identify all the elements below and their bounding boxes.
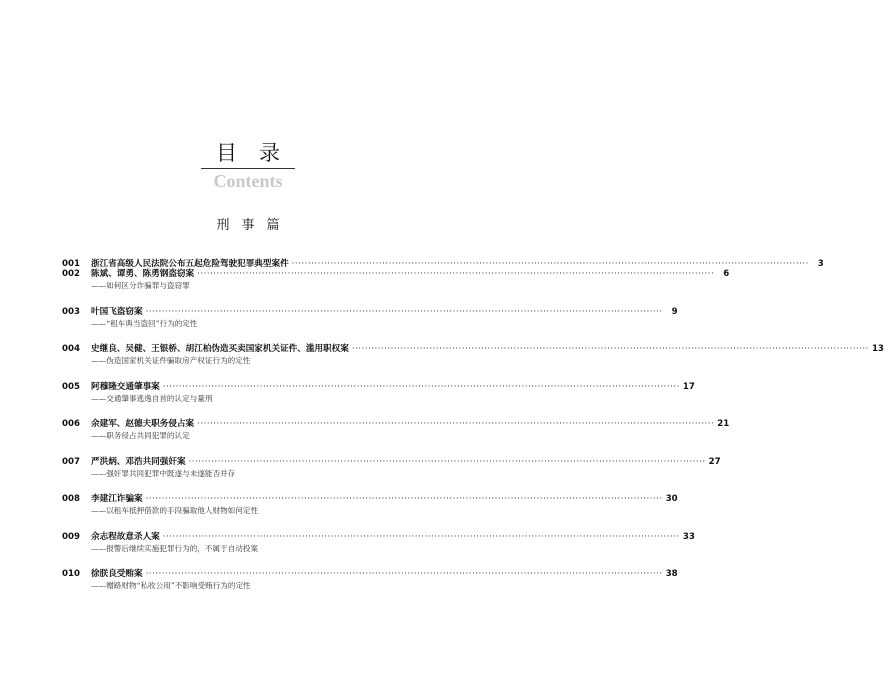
title-divider bbox=[201, 168, 295, 169]
page-subtitle: Contents bbox=[213, 171, 283, 191]
page-title: 目录 bbox=[216, 141, 302, 165]
dot-leader: ································································································································································ bbox=[145, 569, 663, 579]
toc-entry-page[interactable]: 13 bbox=[871, 344, 884, 354]
dot-leader: ································································································································································ bbox=[145, 494, 663, 504]
toc-entry-row[interactable] bbox=[62, 531, 695, 543]
dot-leader: ································································································································································ bbox=[197, 419, 715, 429]
toc-entry-page[interactable]: 6 bbox=[723, 269, 730, 279]
toc-entry-subtitle: ——“租车典当盗回”行为的定性 bbox=[91, 318, 198, 328]
toc-entry-number: 003 bbox=[62, 306, 80, 317]
dot-leader: ································································································································································ bbox=[188, 456, 706, 467]
toc-entry-number: 010 bbox=[62, 569, 80, 579]
toc-entry-number: 002 bbox=[62, 269, 80, 279]
toc-entry-subtitle: ——伪造国家机关证件骗取房产权证行为的定性 bbox=[91, 356, 251, 365]
toc-entry[interactable] bbox=[62, 493, 678, 531]
toc-entry-number: 008 bbox=[62, 494, 80, 504]
toc-entry-row[interactable] bbox=[62, 418, 730, 430]
toc-entry-page[interactable]: 38 bbox=[665, 569, 678, 579]
toc-entry[interactable] bbox=[62, 268, 730, 306]
toc-entry-subtitle: ——以租车抵押借款的手段骗取他人财物如何定性 bbox=[91, 506, 259, 515]
toc-entry[interactable] bbox=[62, 343, 884, 381]
toc-entry-page[interactable]: 21 bbox=[717, 419, 730, 429]
toc-entry-number: 007 bbox=[62, 456, 80, 467]
toc-entry-page[interactable]: 3 bbox=[817, 259, 824, 269]
dot-leader: ································································································································································ bbox=[197, 269, 715, 279]
toc-entry-subtitle: ——强奸罪共同犯罪中既遂与未遂能否并存 bbox=[91, 468, 236, 478]
toc-entry-title[interactable]: 阿穆隆交通肇事案 bbox=[91, 381, 160, 392]
toc-entry-row[interactable] bbox=[62, 493, 678, 505]
toc-entry[interactable] bbox=[62, 306, 678, 344]
toc-entry-page[interactable]: 9 bbox=[671, 306, 678, 317]
toc-entry-row[interactable] bbox=[62, 343, 884, 355]
toc-entry-subtitle: ——报警后继续实施犯罪行为的，不属于自动投案 bbox=[91, 543, 259, 553]
toc-entry-page[interactable]: 30 bbox=[665, 494, 678, 504]
toc-entry-row[interactable] bbox=[62, 381, 695, 393]
toc-entry-number: 005 bbox=[62, 381, 80, 392]
table-of-contents bbox=[62, 258, 884, 606]
toc-entry-subtitle: ——赠路财物“私收公用”不影响受贿行为的定性 bbox=[91, 581, 251, 590]
toc-entry-title[interactable]: 徐朕良受贿案 bbox=[91, 569, 143, 579]
toc-entry-subtitle: ——如何区分诈骗罪与盗窃罪 bbox=[91, 281, 190, 290]
toc-entry-row[interactable] bbox=[62, 568, 678, 580]
toc-entry[interactable] bbox=[62, 456, 721, 494]
toc-entry-title[interactable]: 史继良、吴健、王银桥、胡江柏伪造买卖国家机关证件、滥用职权案 bbox=[91, 344, 349, 354]
toc-entry-number: 004 bbox=[62, 344, 80, 354]
toc-entry-number: 009 bbox=[62, 531, 80, 542]
toc-entry-subtitle: ——交通肇事逃逸自首的认定与量刑 bbox=[91, 393, 213, 403]
toc-entry[interactable] bbox=[62, 531, 695, 569]
toc-entry-title[interactable]: 严洪炳、邓浩共同强奸案 bbox=[91, 456, 186, 467]
dot-leader: ································································································································································ bbox=[291, 259, 809, 269]
toc-entry-page[interactable]: 17 bbox=[682, 381, 695, 392]
toc-entry-title[interactable]: 叶国飞盗窃案 bbox=[91, 306, 143, 317]
dot-leader: ································································································································································ bbox=[351, 344, 869, 354]
toc-entry-row[interactable] bbox=[62, 306, 678, 318]
toc-entry-title[interactable]: 余志程故意杀人案 bbox=[91, 531, 160, 542]
dot-leader: ································································································································································ bbox=[162, 381, 680, 392]
toc-entry-row[interactable] bbox=[62, 456, 721, 468]
toc-header bbox=[0, 140, 496, 192]
toc-entry-title[interactable]: 浙江省高级人民法院公布五起危险驾驶犯罪典型案件 bbox=[91, 259, 289, 269]
toc-entry[interactable] bbox=[62, 381, 695, 419]
toc-entry-row[interactable] bbox=[62, 268, 730, 280]
section-heading: 刑事篇 bbox=[216, 218, 292, 233]
toc-entry-title[interactable]: 余建军、赵德夫职务侵占案 bbox=[91, 419, 195, 429]
toc-entry-page[interactable]: 33 bbox=[682, 531, 695, 542]
toc-entry[interactable] bbox=[62, 568, 678, 606]
toc-entry[interactable] bbox=[62, 418, 730, 456]
dot-leader: ································································································································································ bbox=[162, 531, 680, 542]
toc-entry-title[interactable]: 陈斌、谭勇、陈勇钢盗窃案 bbox=[91, 269, 195, 279]
toc-entry-number: 001 bbox=[62, 259, 80, 269]
toc-entry[interactable] bbox=[62, 258, 824, 269]
toc-entry-number: 006 bbox=[62, 419, 80, 429]
dot-leader: ································································································································································ bbox=[145, 306, 663, 317]
toc-entry-page[interactable]: 27 bbox=[708, 456, 721, 467]
toc-entry-subtitle: ——职务侵占共同犯罪的认定 bbox=[91, 431, 190, 440]
toc-entry-title[interactable]: 李建江诈骗案 bbox=[91, 494, 143, 504]
